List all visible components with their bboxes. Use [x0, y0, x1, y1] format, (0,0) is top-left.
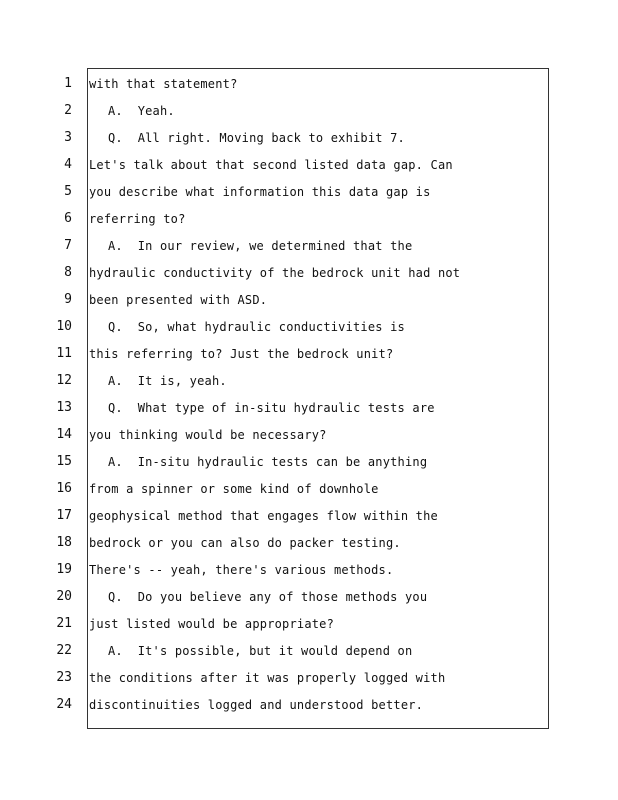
- transcript-line: [0, 371, 618, 391]
- line-text: geophysical method that engages flow within the: [89, 509, 438, 523]
- line-number: 8: [64, 265, 72, 280]
- line-text: discontinuities logged and understood better.: [89, 698, 424, 712]
- transcript-line: [0, 614, 618, 634]
- line-text: A. In our review, we determined that the: [108, 239, 413, 253]
- line-number: 7: [64, 238, 72, 253]
- transcript-line: [0, 479, 618, 499]
- line-text: Q. What type of in-situ hydraulic tests are: [108, 401, 435, 415]
- transcript-line: [0, 560, 618, 580]
- line-number: 2: [64, 103, 72, 118]
- line-number: 13: [56, 400, 72, 415]
- transcript-line: [0, 506, 618, 526]
- transcript-line: [0, 263, 618, 283]
- transcript-line: [0, 641, 618, 661]
- transcript-line: [0, 452, 618, 472]
- line-text: you thinking would be necessary?: [89, 428, 327, 442]
- line-number: 4: [64, 157, 72, 172]
- line-text: A. In-situ hydraulic tests can be anything: [108, 455, 428, 469]
- line-text: A. It's possible, but it would depend on: [108, 644, 413, 658]
- transcript-line: [0, 533, 618, 553]
- transcript-line: [0, 209, 618, 229]
- line-number: 15: [56, 454, 72, 469]
- line-text: just listed would be appropriate?: [89, 617, 335, 631]
- line-text: referring to?: [89, 212, 186, 226]
- line-number: 14: [56, 427, 72, 442]
- transcript-line: [0, 101, 618, 121]
- line-number: 3: [64, 130, 72, 145]
- transcript-line: [0, 236, 618, 256]
- line-number: 24: [56, 697, 72, 712]
- line-number: 12: [56, 373, 72, 388]
- line-number: 5: [64, 184, 72, 199]
- transcript-line: [0, 74, 618, 94]
- line-number: 17: [56, 508, 72, 523]
- line-number: 6: [64, 211, 72, 226]
- line-number: 11: [56, 346, 72, 361]
- line-text: Q. So, what hydraulic conductivities is: [108, 320, 405, 334]
- line-number: 1: [64, 76, 72, 91]
- line-number: 10: [56, 319, 72, 334]
- line-number: 16: [56, 481, 72, 496]
- line-text: been presented with ASD.: [89, 293, 268, 307]
- transcript-line: [0, 344, 618, 364]
- transcript-line: [0, 587, 618, 607]
- line-text: Q. Do you believe any of those methods you: [108, 590, 428, 604]
- line-number: 19: [56, 562, 72, 577]
- line-text: A. It is, yeah.: [108, 374, 227, 388]
- line-text: this referring to? Just the bedrock unit?: [89, 347, 394, 361]
- transcript-line: [0, 182, 618, 202]
- transcript-line: [0, 668, 618, 688]
- line-text: A. Yeah.: [108, 104, 175, 118]
- line-number: 20: [56, 589, 72, 604]
- line-number: 22: [56, 643, 72, 658]
- transcript-line: [0, 290, 618, 310]
- line-text: Q. All right. Moving back to exhibit 7.: [108, 131, 405, 145]
- line-text: Let's talk about that second listed data gap. Can: [89, 158, 453, 172]
- transcript-line: [0, 425, 618, 445]
- line-text: There's -- yeah, there's various methods.: [89, 563, 394, 577]
- transcript-line: [0, 695, 618, 715]
- line-text: bedrock or you can also do packer testing.: [89, 536, 401, 550]
- transcript-line: [0, 128, 618, 148]
- line-number: 18: [56, 535, 72, 550]
- line-text: you describe what information this data gap is: [89, 185, 431, 199]
- transcript-line: [0, 155, 618, 175]
- line-number: 21: [56, 616, 72, 631]
- line-text: hydraulic conductivity of the bedrock unit had not: [89, 266, 461, 280]
- transcript-line: [0, 398, 618, 418]
- line-text: the conditions after it was properly logged with: [89, 671, 446, 685]
- line-text: with that statement?: [89, 77, 238, 91]
- transcript-line: [0, 317, 618, 337]
- line-number: 23: [56, 670, 72, 685]
- line-number: 9: [64, 292, 72, 307]
- line-text: from a spinner or some kind of downhole: [89, 482, 379, 496]
